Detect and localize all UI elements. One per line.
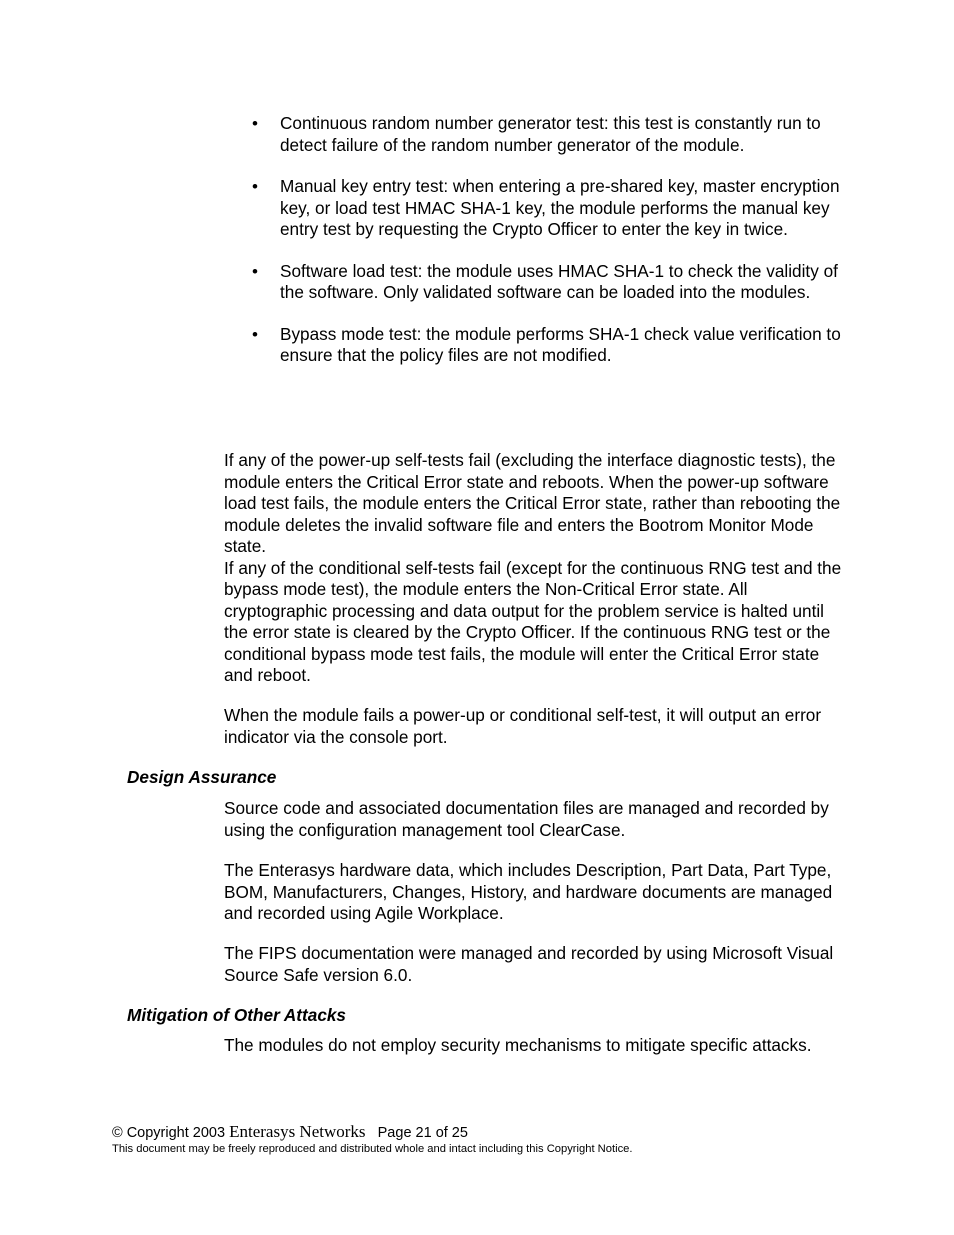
self-test-bullet-list <box>252 113 852 387</box>
footer-company: Enterasys Networks <box>229 1122 366 1141</box>
bullet-text: Manual key entry test: when entering a pre-shared key, master encryption key, or load test HMAC SHA-1 key, the module performs the manual key entry test by requesting the Crypto Officer to enter the key in twice. <box>280 176 840 239</box>
mitigation-paragraph: The modules do not employ security mechanisms to mitigate specific attacks. <box>224 1035 812 1055</box>
self-test-failure-section <box>224 450 849 687</box>
bullet-text: Bypass mode test: the module performs SHA-1 check value verification to ensure that the policy files are not modified. <box>280 323 841 365</box>
bullet-dot-icon: • <box>252 177 258 196</box>
footer-notice: This document may be freely reproduced and distributed whole and intact including this Copyright Notice. <box>112 1143 633 1155</box>
bullet-text: Continuous random number generator test: this test is constantly run to detect failure of the random number generator of the module. <box>280 113 821 155</box>
design-assurance-paragraph-3: The FIPS documentation were managed and recorded by using Microsoft Visual Source Safe version 6.0. <box>224 943 834 985</box>
design-assurance-paragraph-1-block <box>224 798 849 841</box>
error-indicator-paragraph: When the module fails a power-up or conditional self-test, it will output an error indicator via the console port. <box>224 705 822 747</box>
bullet-text: Software load test: the module uses HMAC SHA-1 to check the validity of the software. Only validated software can be loaded into the modules. <box>280 260 838 302</box>
footer-copyright-line <box>112 1122 468 1143</box>
bullet-dot-icon: • <box>252 324 258 344</box>
design-assurance-paragraph-1: Source code and associated documentation files are managed and recorded by using the configuration management tool ClearCase. <box>224 798 829 840</box>
bullet-continuous-rng-test <box>252 113 852 156</box>
mitigation-paragraph-block <box>224 1035 849 1057</box>
design-assurance-paragraph-2: The Enterasys hardware data, which includes Description, Part Data, Part Type, BOM, Manufacturers, Changes, History, and hardware documents are managed and recorded using Agile Workplace. <box>224 860 833 923</box>
bullet-dot-icon: • <box>252 261 258 281</box>
design-assurance-paragraph-2-block <box>224 860 849 925</box>
design-assurance-heading: Design Assurance <box>127 767 277 787</box>
design-assurance-paragraph-3-block <box>224 943 849 986</box>
bullet-manual-key-entry-test <box>252 176 852 241</box>
error-indicator-section <box>224 705 849 748</box>
bullet-software-load-test <box>252 261 852 304</box>
self-test-failure-paragraph-2: If any of the conditional self-tests fail (except for the continuous RNG test and the bypass mode test), the module enters the Non-Critical Error state. All cryptographic processing and data output for the problem service is halted until the error state is cleared by the Crypto Officer. If the continuous RNG test or the conditional bypass mode test fails, the module will enter the Critical Error state and reboot. <box>224 557 842 685</box>
bullet-dot-icon: • <box>252 114 258 133</box>
mitigation-heading: Mitigation of Other Attacks <box>127 1005 346 1025</box>
bullet-bypass-mode-test <box>252 324 852 367</box>
self-test-failure-paragraph-1: If any of the power-up self-tests fail (excluding the interface diagnostic tests), the module enters the Critical Error state and reboots. When the power-up software load test fails, the module enters the Critical Error state, rather than rebooting the module deletes the invalid software file and enters the Bootrom Monitor Mode state. <box>224 450 841 556</box>
footer-page-number: Page 21 of 25 <box>377 1125 468 1141</box>
footer-copyright: © Copyright 2003 <box>112 1125 226 1141</box>
